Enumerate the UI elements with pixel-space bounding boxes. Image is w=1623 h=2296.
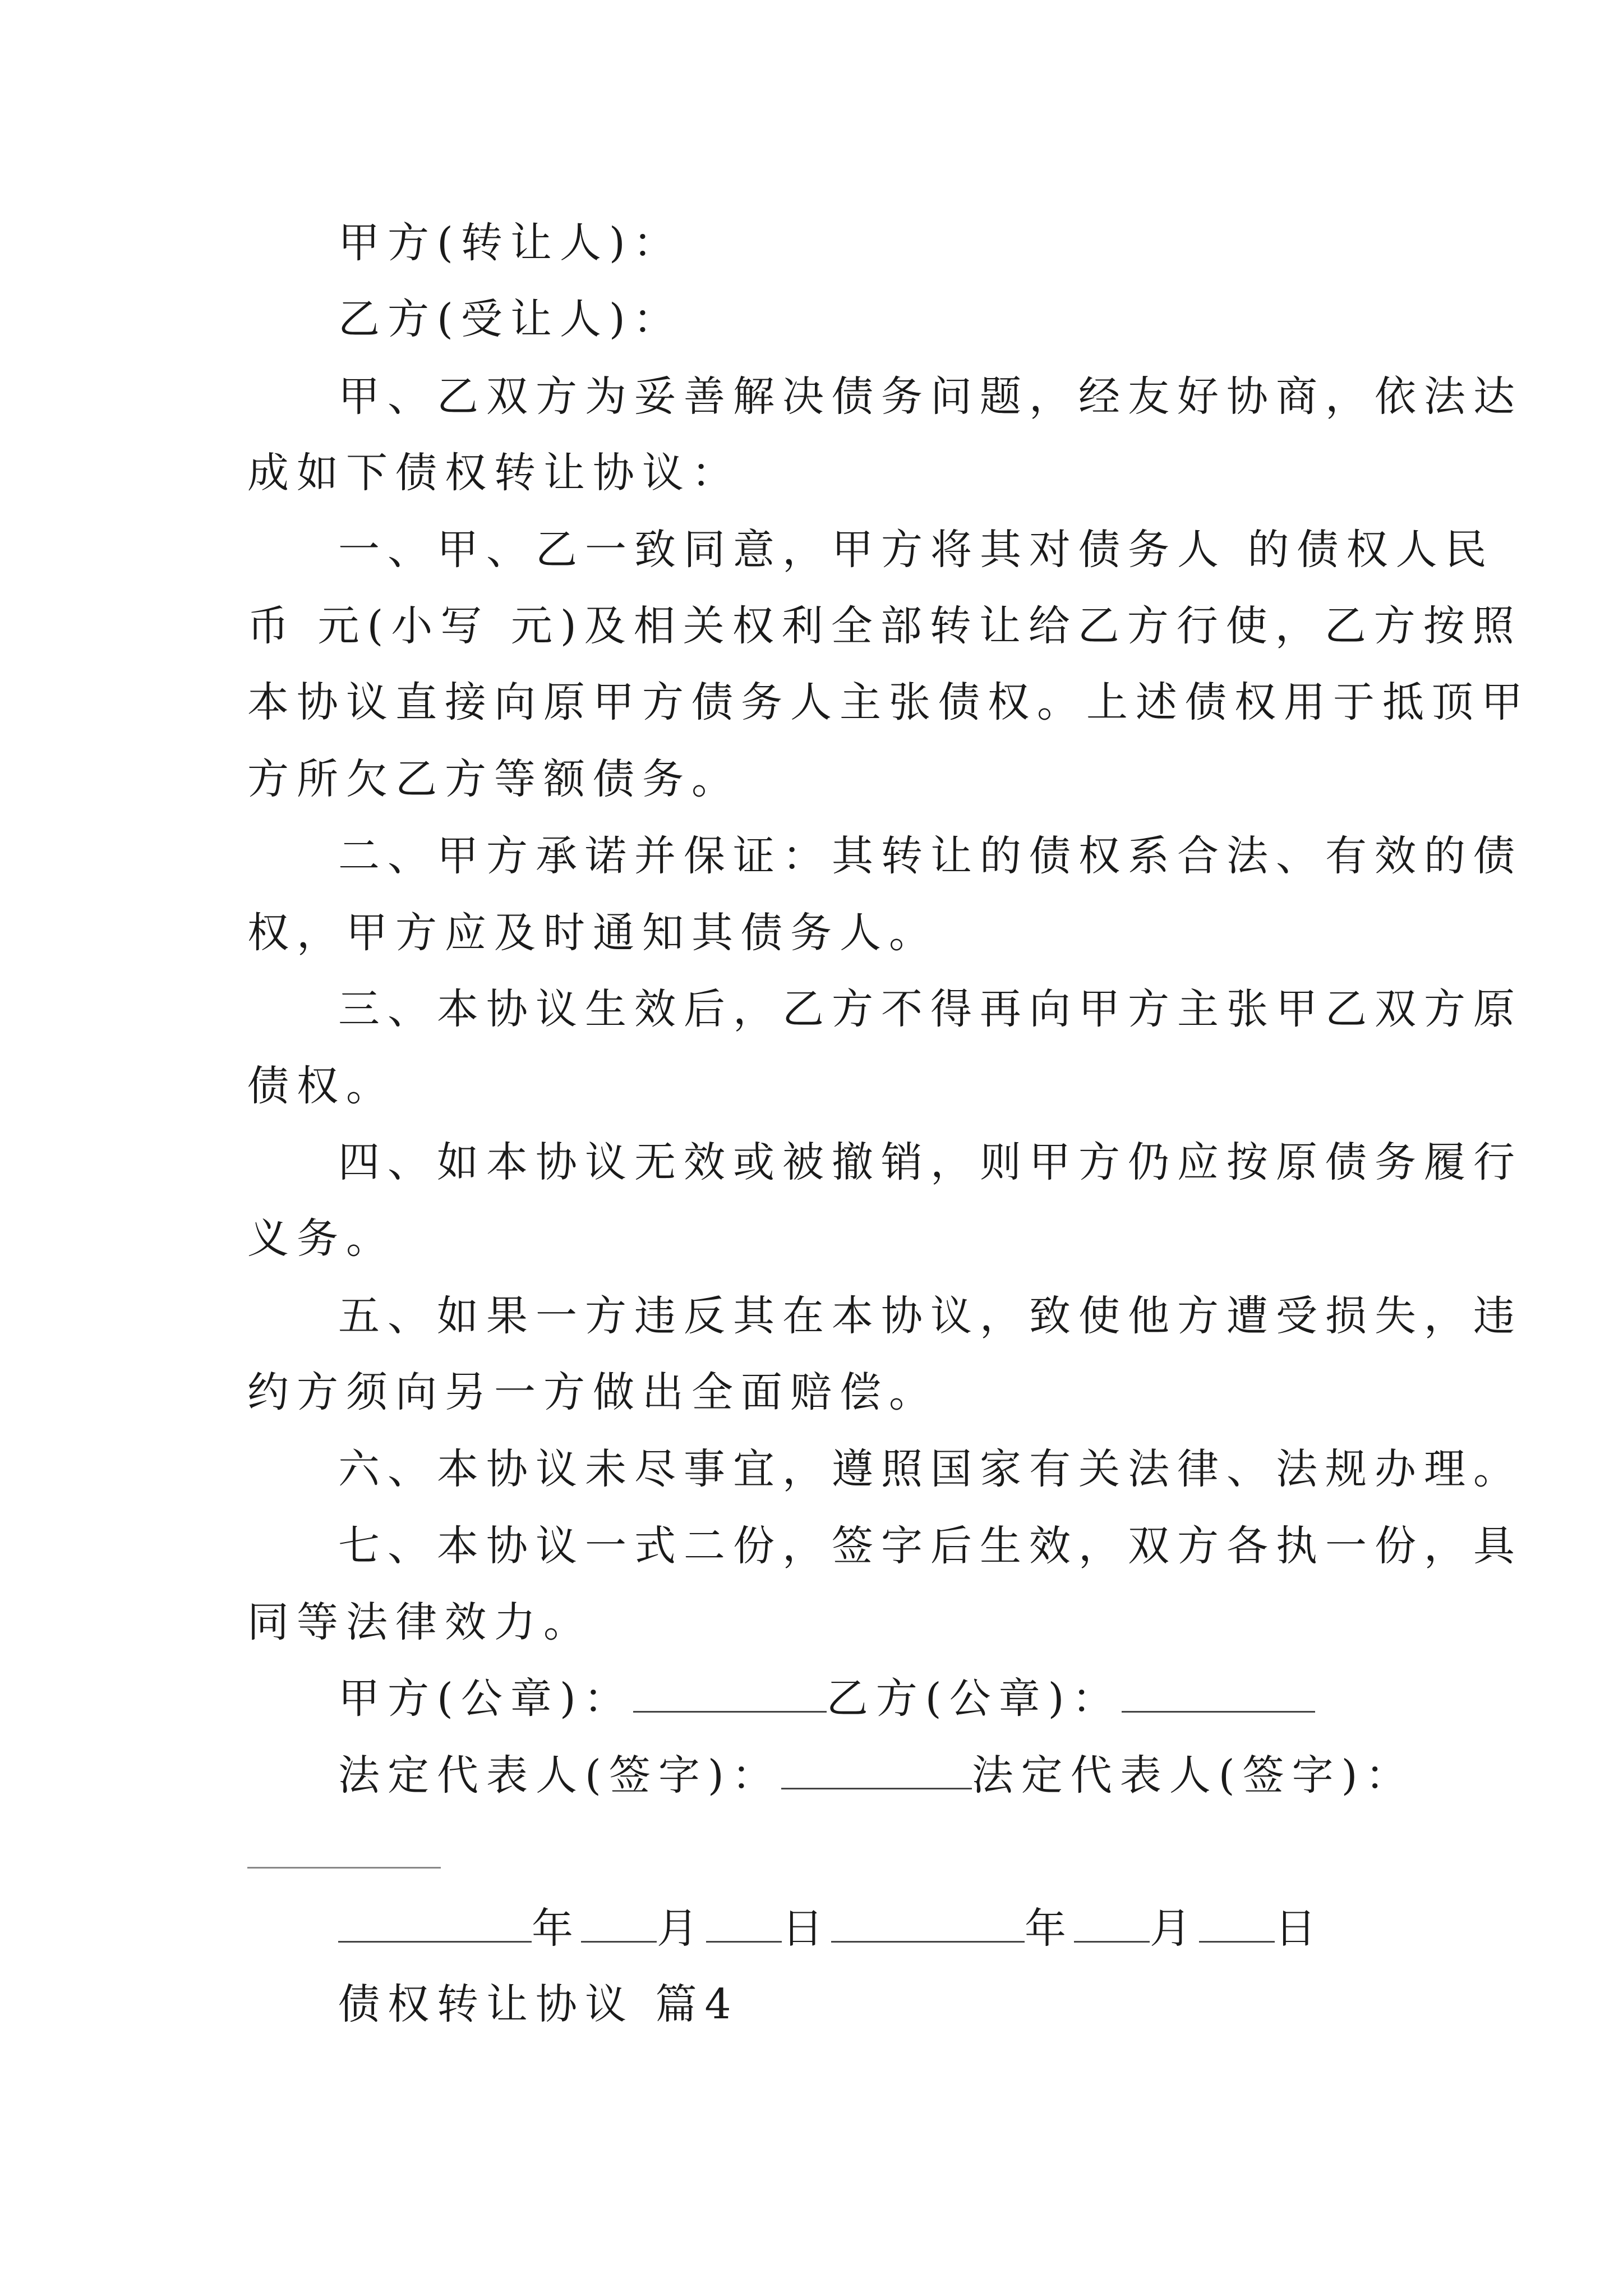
rep-a-label: 法定代表人(签字)： [338, 1751, 781, 1800]
clause4-line-1: 四、如本协议无效或被撤销，则甲方仍应按原债务履行 [338, 1138, 1523, 1186]
date-a-day-blank[interactable] [706, 1906, 782, 1943]
date-a-year-label: 年 [532, 1904, 581, 1953]
date-b-day-label: 日 [1275, 1904, 1324, 1953]
date-b-year-label: 年 [1025, 1904, 1074, 1953]
date-a-year-blank[interactable] [338, 1906, 532, 1943]
clause5-line-2: 约方须向另一方做出全面赔偿。 [247, 1368, 938, 1416]
date-b-year-blank[interactable] [831, 1906, 1025, 1943]
clause6-line: 六、本协议未尽事宜，遵照国家有关法律、法规办理。 [338, 1445, 1523, 1493]
date-a-day-label: 日 [782, 1904, 831, 1953]
clause5-line-1: 五、如果一方违反其在本协议，致使他方遭受损失，违 [338, 1292, 1523, 1340]
date-a-month-blank[interactable] [581, 1906, 657, 1943]
clause7-line-1: 七、本协议一式二份，签字后生效，双方各执一份，具 [338, 1522, 1523, 1570]
clause7-line-2: 同等法律效力。 [247, 1598, 593, 1646]
clause1-line-1: 一、甲、乙一致同意，甲方将其对债务人 的债权人民 [338, 526, 1495, 574]
date-b-day-blank[interactable] [1199, 1906, 1275, 1943]
date-b-month-label: 月 [1150, 1904, 1199, 1953]
clause2-line-1: 二、甲方承诺并保证：其转让的债权系合法、有效的债 [338, 832, 1523, 880]
clause3-line-2: 债权。 [247, 1062, 395, 1110]
party-a-label: 甲方(转让人)： [338, 219, 683, 267]
rep-b-label: 法定代表人(签字)： [971, 1751, 1415, 1800]
intro-line-2: 成如下债权转让协议： [247, 449, 741, 497]
seal-a-label: 甲方(公章)： [338, 1674, 633, 1723]
seal-b-blank[interactable] [1122, 1676, 1315, 1713]
seal-line [338, 1676, 1315, 1721]
date-a-month-label: 月 [657, 1904, 706, 1953]
clause1-line-3: 本协议直接向原甲方债务人主张债权。上述债权用于抵顶甲 [247, 678, 1530, 726]
clause4-line-2: 义务。 [247, 1214, 395, 1263]
date-b-month-blank[interactable] [1074, 1906, 1150, 1943]
representative-line [338, 1753, 1415, 1798]
clause3-line-1: 三、本协议生效后，乙方不得再向甲方主张甲乙双方原 [338, 985, 1523, 1033]
next-section-title: 债权转让协议 篇4 [338, 1980, 739, 2028]
clause2-line-2: 权，甲方应及时通知其债务人。 [247, 909, 938, 957]
rep-a-blank[interactable] [781, 1753, 972, 1789]
seal-b-label: 乙方(公章)： [826, 1674, 1122, 1723]
clause1-line-4: 方所欠乙方等额债务。 [247, 755, 741, 803]
date-line [338, 1906, 1324, 1951]
clause1-line-2: 币 元(小写 元)及相关权利全部转让给乙方行使，乙方按照 [247, 602, 1522, 650]
intro-line-1: 甲、乙双方为妥善解决债务问题，经友好协商，依法达 [338, 372, 1523, 421]
seal-a-blank[interactable] [633, 1676, 827, 1713]
party-b-label: 乙方(受让人)： [338, 295, 683, 343]
rep-b-blank[interactable] [247, 1867, 441, 1869]
